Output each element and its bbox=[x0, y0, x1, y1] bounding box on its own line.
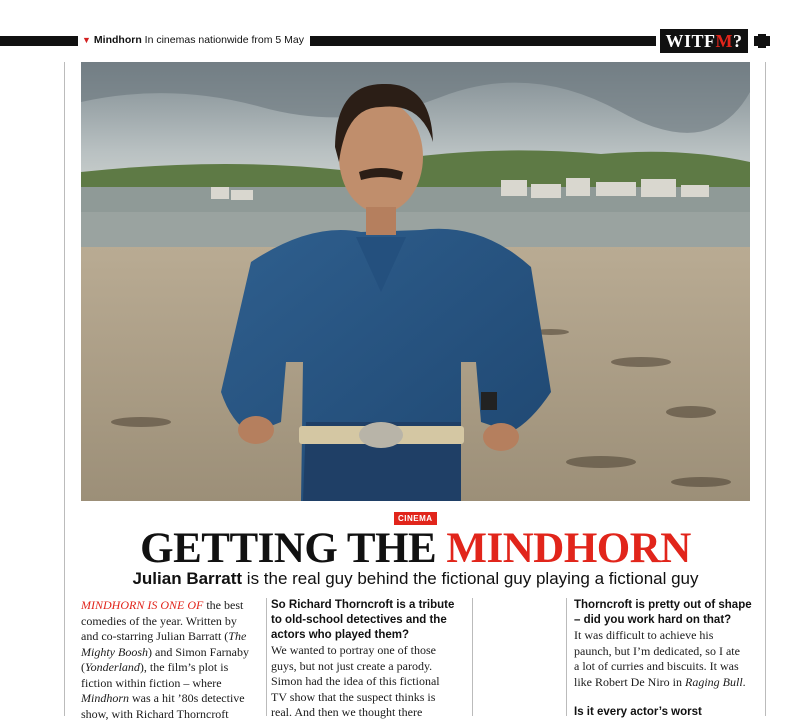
column-rule bbox=[566, 598, 567, 716]
body-line: Mighty Boosh) and Simon Farnaby bbox=[81, 645, 261, 661]
interview-question: So Richard Thorncroft is a tribute bbox=[271, 598, 461, 613]
article-headline: GETTING THE MINDHORN bbox=[81, 526, 750, 572]
body-column-3 bbox=[574, 598, 754, 720]
column-rule bbox=[266, 598, 267, 716]
body-column-1 bbox=[81, 598, 261, 722]
body-line: It was difficult to achieve his bbox=[574, 628, 754, 644]
body-line: a lot of curries and biscuits. It was bbox=[574, 659, 754, 675]
page-rule-left bbox=[64, 62, 65, 716]
body-line: Simon had the idea of this fictional bbox=[271, 674, 461, 690]
body-line: (Yonderland), the film’s plot is bbox=[81, 660, 261, 676]
body-line: MINDHORN IS ONE OF the best bbox=[81, 598, 261, 614]
body-line: real. And then we thought there bbox=[271, 705, 461, 721]
category-tag: CINEMA bbox=[394, 512, 437, 525]
interview-question: actors who played them? bbox=[271, 628, 461, 643]
interview-question: – did you work hard on that? bbox=[574, 613, 754, 628]
body-column-2 bbox=[271, 598, 461, 721]
body-line: fiction within fiction – where bbox=[81, 676, 261, 692]
interview-question: Is it every actor’s worst bbox=[574, 705, 754, 720]
column-rule bbox=[472, 598, 473, 716]
interview-question: to old-school detectives and the bbox=[271, 613, 461, 628]
hero-photo bbox=[81, 62, 750, 501]
body-line: comedies of the year. Written by bbox=[81, 614, 261, 630]
logo-container bbox=[656, 28, 754, 54]
body-line: show, with Richard Thorncroft bbox=[81, 707, 261, 722]
banner-release-info: In cinemas nationwide from 5 May bbox=[145, 34, 304, 46]
body-line: guys, but not just create a parody. bbox=[271, 659, 461, 675]
banner-end-block bbox=[758, 34, 766, 48]
body-line: and co-starring Julian Barratt (The bbox=[81, 629, 261, 645]
article-standfirst: Julian Barratt is the real guy behind the fictional guy playing a fictional guy bbox=[81, 568, 750, 590]
body-line: like Robert De Niro in Raging Bull. bbox=[574, 675, 754, 691]
page-rule-right bbox=[765, 62, 766, 716]
triangle-down-icon: ▼ bbox=[82, 35, 91, 45]
banner-caption bbox=[78, 33, 310, 47]
body-line: TV show that the suspect thinks is bbox=[271, 690, 461, 706]
interview-question: Thorncroft is pretty out of shape bbox=[574, 598, 754, 613]
body-line: Mindhorn was a hit ’80s detective bbox=[81, 691, 261, 707]
body-line: We wanted to portray one of those bbox=[271, 643, 461, 659]
witfm-logo: WITFM? bbox=[660, 29, 748, 53]
banner-film-title: Mindhorn bbox=[94, 34, 142, 46]
paragraph-gap bbox=[574, 690, 754, 705]
body-line: paunch, but I’m dedicated, so I ate bbox=[574, 644, 754, 660]
